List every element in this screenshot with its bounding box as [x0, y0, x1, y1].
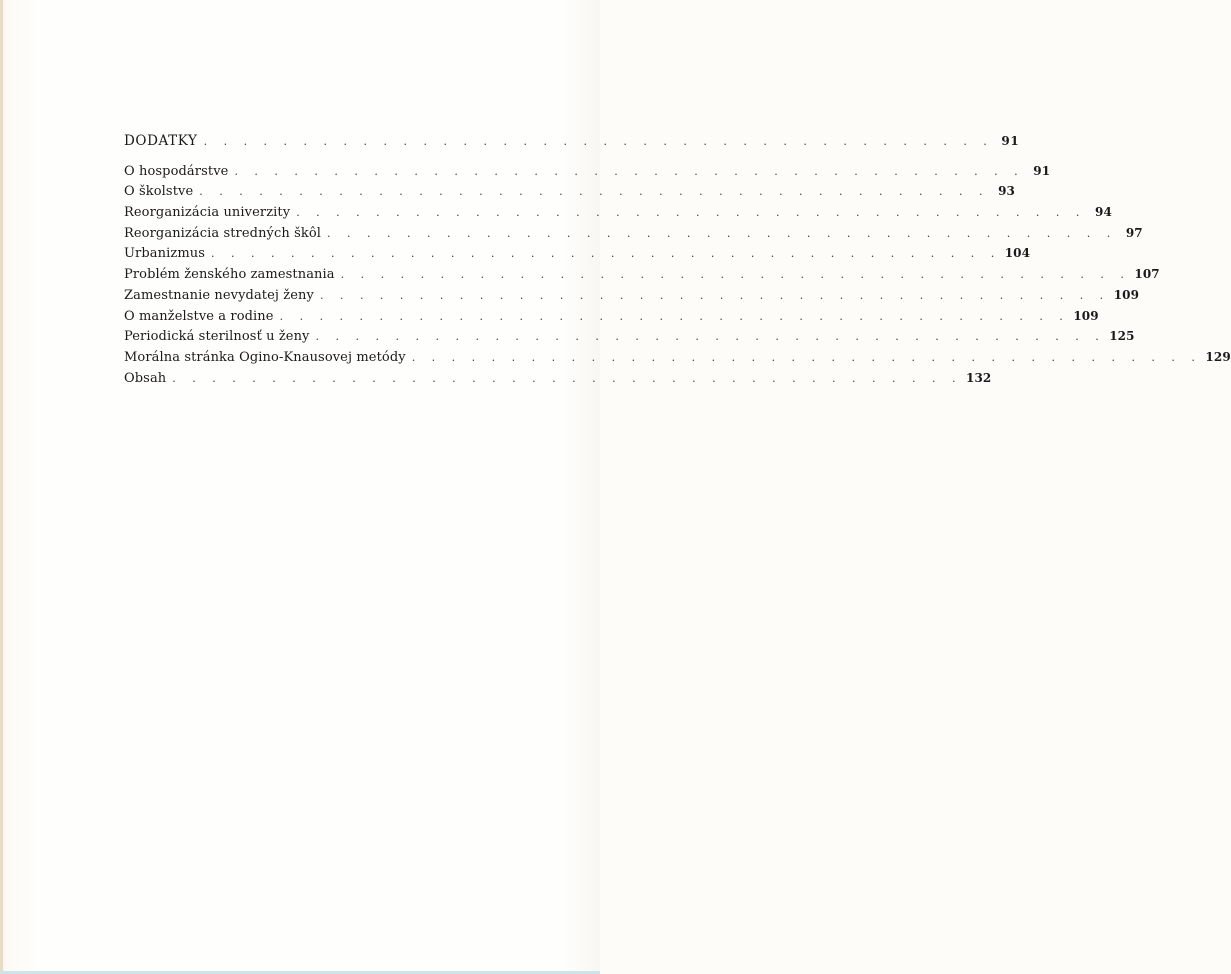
toc-leader-dots: . . . . . . . . . . . . . . . . . . . . . . . . . . . . . . . . . . . . . . . . [340, 268, 1131, 282]
toc-entry [124, 370, 992, 392]
toc-entry [124, 349, 1231, 371]
toc-leader-dots: . . . . . . . . . . . . . . . . . . . . . . . . . . . . . . . . . . . . . . . . [211, 247, 1001, 261]
toc-entry [124, 267, 1160, 288]
toc-entry-title: Reorganizácia stredných škôl [124, 225, 322, 241]
toc-leader-dots: . . . . . . . . . . . . . . . . . . . . . . . . . . . . . . . . . . . . . . . . [199, 185, 989, 199]
toc-leader-dots: . . . . . . . . . . . . . . . . . . . . . . . . . . . . . . . . . . . . . . . . [279, 309, 1070, 323]
toc-entry-page: 107 [1134, 267, 1160, 282]
toc-section-title: DODATKY [124, 133, 198, 149]
toc-entry [124, 308, 1099, 330]
toc-leader-dots: . . . . . . . . . . . . . . . . . . . . . . . . . . . . . . . . . . . . . . . . [296, 206, 1086, 220]
toc-entry [124, 163, 1051, 185]
page-edge-left [0, 0, 3, 974]
toc-entry-page: 129 [1205, 349, 1231, 364]
toc-leader-dots: . . . . . . . . . . . . . . . . . . . . . . . . . . . . . . . . . . . . . . . . [411, 350, 1202, 364]
toc-entry [124, 184, 1015, 205]
toc-section-row [124, 133, 1020, 154]
toc-entry-title: O školstve [124, 184, 194, 200]
toc-entry-title: Periodická sterilnosť u ženy [124, 329, 310, 345]
toc-entry-title: Obsah [124, 370, 167, 386]
toc-entry-title: O manželstve a rodine [124, 308, 274, 324]
toc-entry-title: Reorganizácia univerzity [124, 205, 291, 221]
toc-leader-dots: . . . . . . . . . . . . . . . . . . . . . . . . . . . . . . . . . . . . . . . . [319, 288, 1110, 302]
toc-section-page: 91 [1001, 134, 1020, 148]
toc-entry-title: Zamestnanie nevydatej ženy [124, 287, 314, 303]
toc-entry-page: 91 [1033, 163, 1051, 178]
toc-entry [124, 246, 1031, 267]
toc-entry-page: 125 [1109, 329, 1135, 344]
toc-entry [124, 205, 1112, 226]
toc-entry-page: 97 [1125, 225, 1143, 240]
toc-leader-dots: . . . . . . . . . . . . . . . . . . . . . . . . . . . . . . . . . . . . . . . . [234, 164, 1025, 178]
toc-entry [124, 287, 1140, 309]
toc-entry-page: 93 [998, 184, 1015, 199]
toc-entry-page: 109 [1113, 287, 1140, 302]
table-of-contents [124, 133, 1231, 391]
toc-leader-dots: . . . . . . . . . . . . . . . . . . . . . . . . . . . . . . . . . . . . . . . . [327, 226, 1117, 240]
toc-leader-dots: . . . . . . . . . . . . . . . . . . . . . . . . . . . . . . . . . . . . . . . . [203, 135, 994, 148]
toc-entry-title: O hospodárstve [124, 163, 229, 179]
toc-entry-page: 104 [1004, 246, 1031, 261]
toc-entry-title: Problém ženského zamestnania [124, 267, 335, 283]
toc-entry-page: 94 [1095, 205, 1112, 220]
toc-leader-dots: . . . . . . . . . . . . . . . . . . . . . . . . . . . . . . . . . . . . . . . . [172, 371, 963, 385]
toc-entry-page: 109 [1073, 308, 1099, 323]
toc-entry-title: Urbanizmus [124, 246, 205, 262]
toc-entry [124, 329, 1135, 350]
toc-entry-page: 132 [966, 370, 992, 385]
toc-entry [124, 225, 1143, 247]
toc-leader-dots: . . . . . . . . . . . . . . . . . . . . . . . . . . . . . . . . . . . . . . . . [315, 330, 1106, 344]
toc-entry-title: Morálna stránka Ogino-Knausovej metódy [124, 349, 406, 365]
